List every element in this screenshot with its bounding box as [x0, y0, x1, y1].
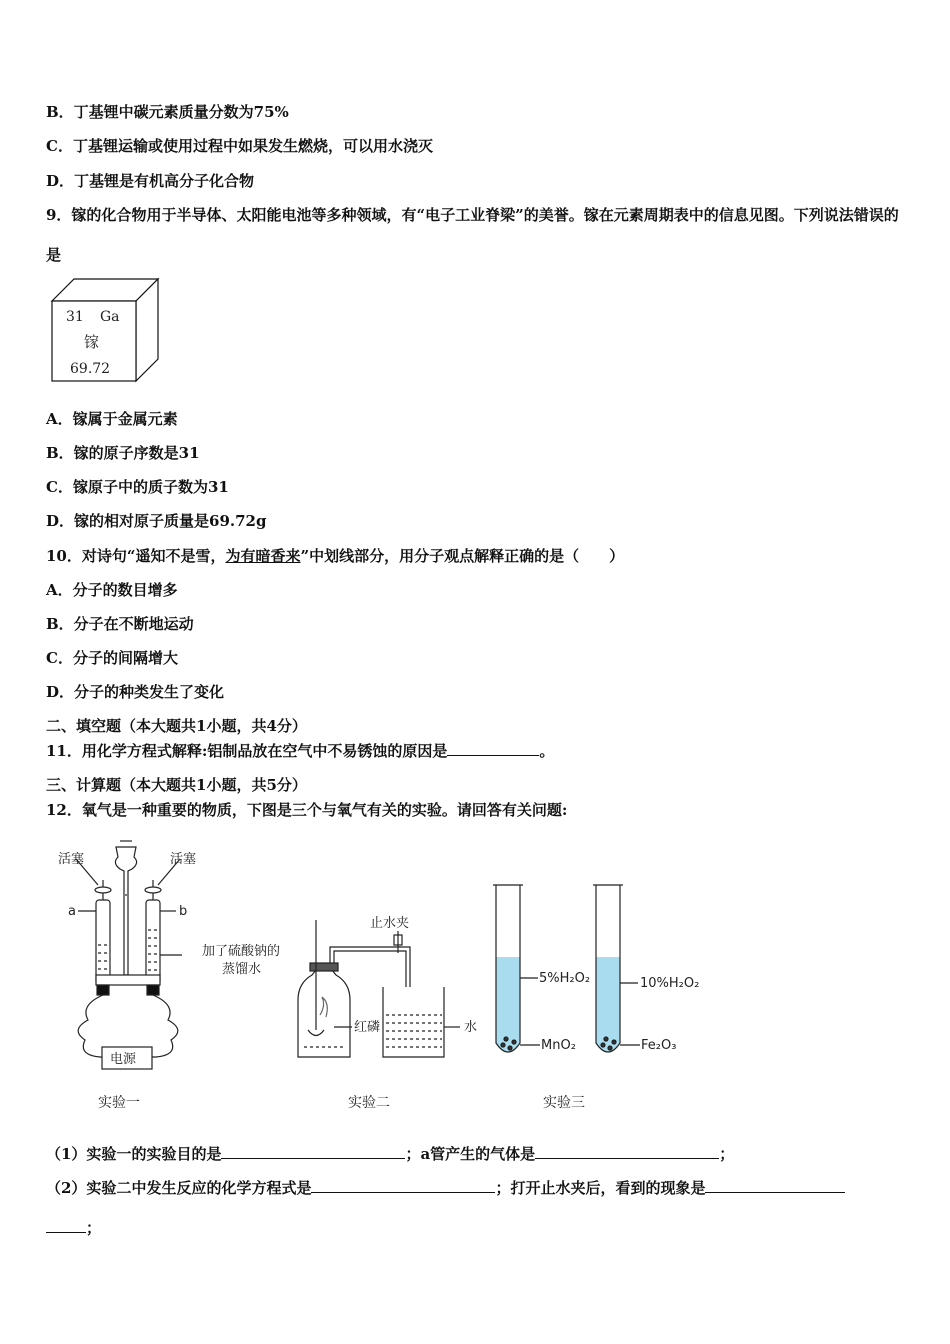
q10-underlined-phrase: 为有暗香来: [225, 547, 301, 565]
q12-sub2-continued: [46, 1217, 101, 1238]
q12-sub2: [46, 1177, 845, 1198]
q12-sub1-part-b: ；a管产生的气体是: [405, 1145, 536, 1163]
q10-option-a: A．分子的数目增多: [46, 581, 178, 599]
q12-stem: 12．氧气是一种重要的物质，下图是三个与氧气有关的实验。请回答有关问题:: [46, 801, 568, 819]
element-symbol: Ga: [100, 309, 120, 325]
q12-sub2-blank-equation[interactable]: [311, 1178, 495, 1193]
element-name: 镓: [84, 333, 100, 351]
q9-stem: 9．镓的化合物用于半导体、太阳能电池等多种领域，有“电子工业脊梁”的美誉。镓在元素周期表中的信息见图。下列说法错误的是: [46, 206, 899, 264]
gallium-element-card: [52, 279, 160, 385]
q12-sub1-blank-gas[interactable]: [535, 1144, 719, 1159]
q12-sub1: [46, 1143, 734, 1164]
label-stopcock-left: 活塞: [58, 852, 85, 867]
electrolysis-apparatus: [76, 841, 182, 1069]
q12-sub2-blank-phenomenon[interactable]: [705, 1178, 845, 1193]
q8-option-b: B．丁基锂中碳元素质量分数为75%: [46, 103, 289, 121]
caption-experiment-2: 实验二: [348, 1095, 390, 1111]
q10-option-d: D．分子的种类发生了变化: [46, 683, 225, 701]
q11-end: 。: [539, 742, 555, 760]
q12-experiment-figure: [40, 835, 740, 1125]
q12-sub2-part-b: ；打开止水夹后，看到的现象是: [495, 1179, 706, 1197]
q11: [46, 740, 554, 761]
q11-answer-blank[interactable]: [447, 741, 539, 756]
label-power-supply: 电源: [110, 1052, 137, 1067]
element-number: 31: [66, 309, 84, 325]
q10-stem-post: ”中划线部分，用分子观点解释正确的是（ ）: [300, 547, 625, 565]
q12-sub2-part-a: （2）实验二中发生反应的化学方程式是: [46, 1179, 312, 1197]
q8-option-d: D．丁基锂是有机高分子化合物: [46, 172, 255, 190]
q10-stem-pre: 10．对诗句“遥知不是雪，: [46, 547, 226, 565]
caption-experiment-1: 实验一: [98, 1095, 140, 1111]
phosphorus-combustion-apparatus: [298, 920, 460, 1057]
label-tube-a: a: [68, 904, 76, 919]
q9-option-d: D．镓的相对原子质量是69.72g: [46, 512, 267, 530]
caption-experiment-3: 实验三: [543, 1095, 585, 1111]
q10-stem: [46, 545, 624, 566]
label-h2o2-5-percent: 5%H₂O₂: [539, 971, 591, 986]
label-tube-b: b: [179, 904, 188, 919]
q10-option-c: C．分子的间隔增大: [46, 649, 178, 667]
q9-option-a: A．镓属于金属元素: [46, 410, 178, 428]
label-mno2: MnO₂: [541, 1038, 576, 1053]
catalyst-test-tubes: [493, 885, 640, 1052]
q8-option-c: C．丁基锂运输或使用过程中如果发生燃烧，可以用水浇灭: [46, 137, 433, 155]
label-water: 水: [464, 1020, 478, 1035]
element-mass: 69.72: [70, 361, 111, 377]
q12-sub1-part-c: ；: [719, 1145, 735, 1163]
q9-option-c: C．镓原子中的质子数为31: [46, 478, 229, 496]
label-red-phosphorus: 红磷: [354, 1020, 381, 1035]
q12-sub2-blank-phenomenon-cont[interactable]: [46, 1218, 86, 1233]
q12-sub1-part-a: （1）实验一的实验目的是: [46, 1145, 222, 1163]
q11-text: 11．用化学方程式解释:铝制品放在空气中不易锈蚀的原因是: [46, 742, 448, 760]
section-fill-in: 二、填空题（本大题共1小题，共4分）: [46, 717, 307, 735]
q10-option-b: B．分子在不断地运动: [46, 615, 194, 633]
label-solution-line1: 加了硫酸钠的: [202, 944, 281, 959]
q12-sub1-blank-purpose[interactable]: [221, 1144, 405, 1159]
q9-option-b: B．镓的原子序数是31: [46, 444, 200, 462]
label-h2o2-10-percent: 10%H₂O₂: [640, 976, 700, 991]
label-stopcock-right: 活塞: [170, 852, 197, 867]
label-water-clamp: 止水夹: [370, 916, 410, 931]
label-solution-line2: 蒸馏水: [222, 962, 262, 977]
section-calculation: 三、计算题（本大题共1小题，共5分）: [46, 776, 307, 794]
label-fe2o3: Fe₂O₃: [641, 1038, 677, 1053]
q12-sub2-part-c: ；: [86, 1219, 102, 1237]
